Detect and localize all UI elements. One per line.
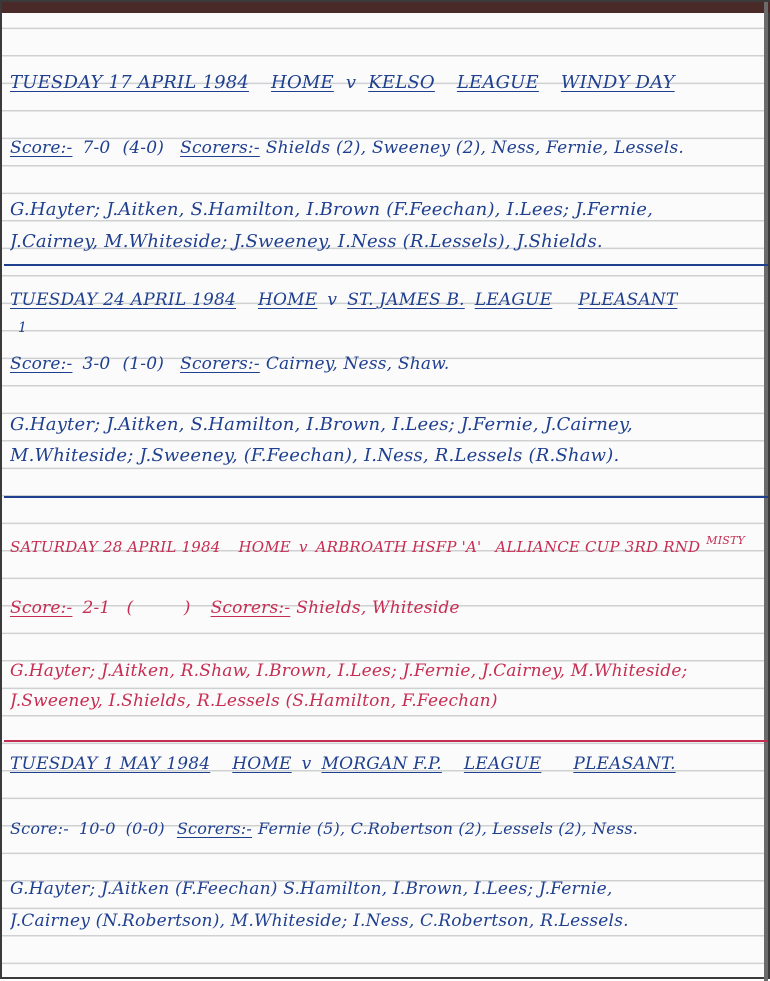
score-label: Score:- [10, 354, 73, 374]
half-time-score: ( ) [126, 598, 191, 618]
match-competition: ALLIANCE CUP 3RD RND [495, 538, 701, 556]
half-time-score: (4-0) [122, 138, 165, 158]
match-4-header [10, 754, 762, 774]
scorers-label: Scorers:- [180, 138, 260, 158]
half-time-score: (1-0) [122, 354, 165, 374]
match-1-score-line [10, 138, 762, 158]
match-opponent: ARBROATH HSFP 'A' [315, 538, 482, 556]
match-2-score-line [10, 354, 762, 374]
match-3-team-line-1: G.Hayter; J.Aitken, R.Shaw, I.Brown, I.Lees; J.Fernie, J.Cairney, M.Whiteside; [10, 661, 688, 681]
scorers-label: Scorers:- [176, 819, 253, 838]
match-competition: LEAGUE [463, 754, 542, 774]
final-score: 10-0 [78, 819, 116, 838]
match-date: SATURDAY 28 APRIL 1984 [10, 538, 221, 556]
match-2-team-line-1: G.Hayter; J.Aitken, S.Hamilton, I.Brown, I.Lees; J.Fernie, J.Cairney, [10, 414, 633, 435]
match-1-team-line-2: J.Cairney, M.Whiteside; J.Sweeney, I.Ness (R.Lessels), J.Shields. [10, 231, 603, 252]
score-label: Score:- [10, 819, 69, 838]
match-4-team-line-1: G.Hayter; J.Aitken (F.Feechan) S.Hamilton, I.Brown, I.Lees; J.Fernie, [10, 879, 613, 899]
section-divider [4, 264, 768, 266]
match-vs: v [327, 290, 338, 310]
match-conditions: PLEASANT. [573, 754, 676, 774]
match-3-header [10, 534, 762, 556]
match-date: TUESDAY 24 APRIL 1984 [10, 290, 236, 310]
final-score: 7-0 [82, 138, 111, 158]
final-score: 3-0 [82, 354, 111, 374]
scorers-label: Scorers:- [180, 354, 260, 374]
match-conditions: MISTY [706, 534, 745, 547]
match-conditions: PLEASANT [578, 290, 678, 310]
match-opponent: KELSO [368, 72, 435, 93]
match-3-score-line [10, 598, 762, 618]
scorers-list: Cairney, Ness, Shaw. [265, 354, 450, 374]
page-right-edge [764, 2, 768, 981]
match-opponent: ST. JAMES B. [347, 290, 465, 310]
scorers-label: Scorers:- [210, 598, 291, 618]
section-divider [4, 496, 768, 498]
match-vs: v [298, 538, 308, 556]
match-1-header [10, 72, 762, 93]
match-4-score-line [10, 819, 762, 838]
match-venue: HOME [258, 290, 318, 310]
scorers-list: Fernie (5), C.Robertson (2), Lessels (2), Ness. [258, 819, 639, 838]
match-venue: HOME [271, 72, 334, 93]
half-time-score: (0-0) [125, 819, 165, 838]
match-vs: v [301, 754, 312, 774]
match-venue: HOME [232, 754, 292, 774]
final-score: 2-1 [82, 598, 111, 618]
match-3-team-line-2: J.Sweeney, I.Shields, R.Lessels (S.Hamilton, F.Feechan) [10, 691, 498, 711]
scorers-list: Shields (2), Sweeney (2), Ness, Fernie, Lessels. [265, 138, 684, 158]
match-conditions: WINDY DAY [560, 72, 675, 93]
match-1-team-line-1: G.Hayter; J.Aitken, S.Hamilton, I.Brown (F.Feechan), I.Lees; J.Fernie, [10, 199, 654, 220]
match-venue: HOME [238, 538, 291, 556]
match-date: TUESDAY 17 APRIL 1984 [10, 72, 250, 93]
page-top-edge [2, 2, 770, 13]
match-vs: v [345, 72, 357, 93]
stray-mark: 1 [18, 320, 27, 336]
match-competition: LEAGUE [474, 290, 553, 310]
match-2-header [10, 290, 762, 310]
match-date: TUESDAY 1 MAY 1984 [10, 754, 211, 774]
scorers-list: Shields, Whiteside [296, 598, 460, 618]
match-competition: LEAGUE [456, 72, 539, 93]
score-label: Score:- [10, 138, 73, 158]
match-opponent: MORGAN F.P. [321, 754, 442, 774]
match-2-team-line-2: M.Whiteside; J.Sweeney, (F.Feechan), I.Ness, R.Lessels (R.Shaw). [10, 445, 620, 466]
score-label: Score:- [10, 598, 73, 618]
match-4-team-line-2: J.Cairney (N.Robertson), M.Whiteside; I.Ness, C.Robertson, R.Lessels. [10, 911, 629, 931]
section-divider [4, 740, 768, 742]
